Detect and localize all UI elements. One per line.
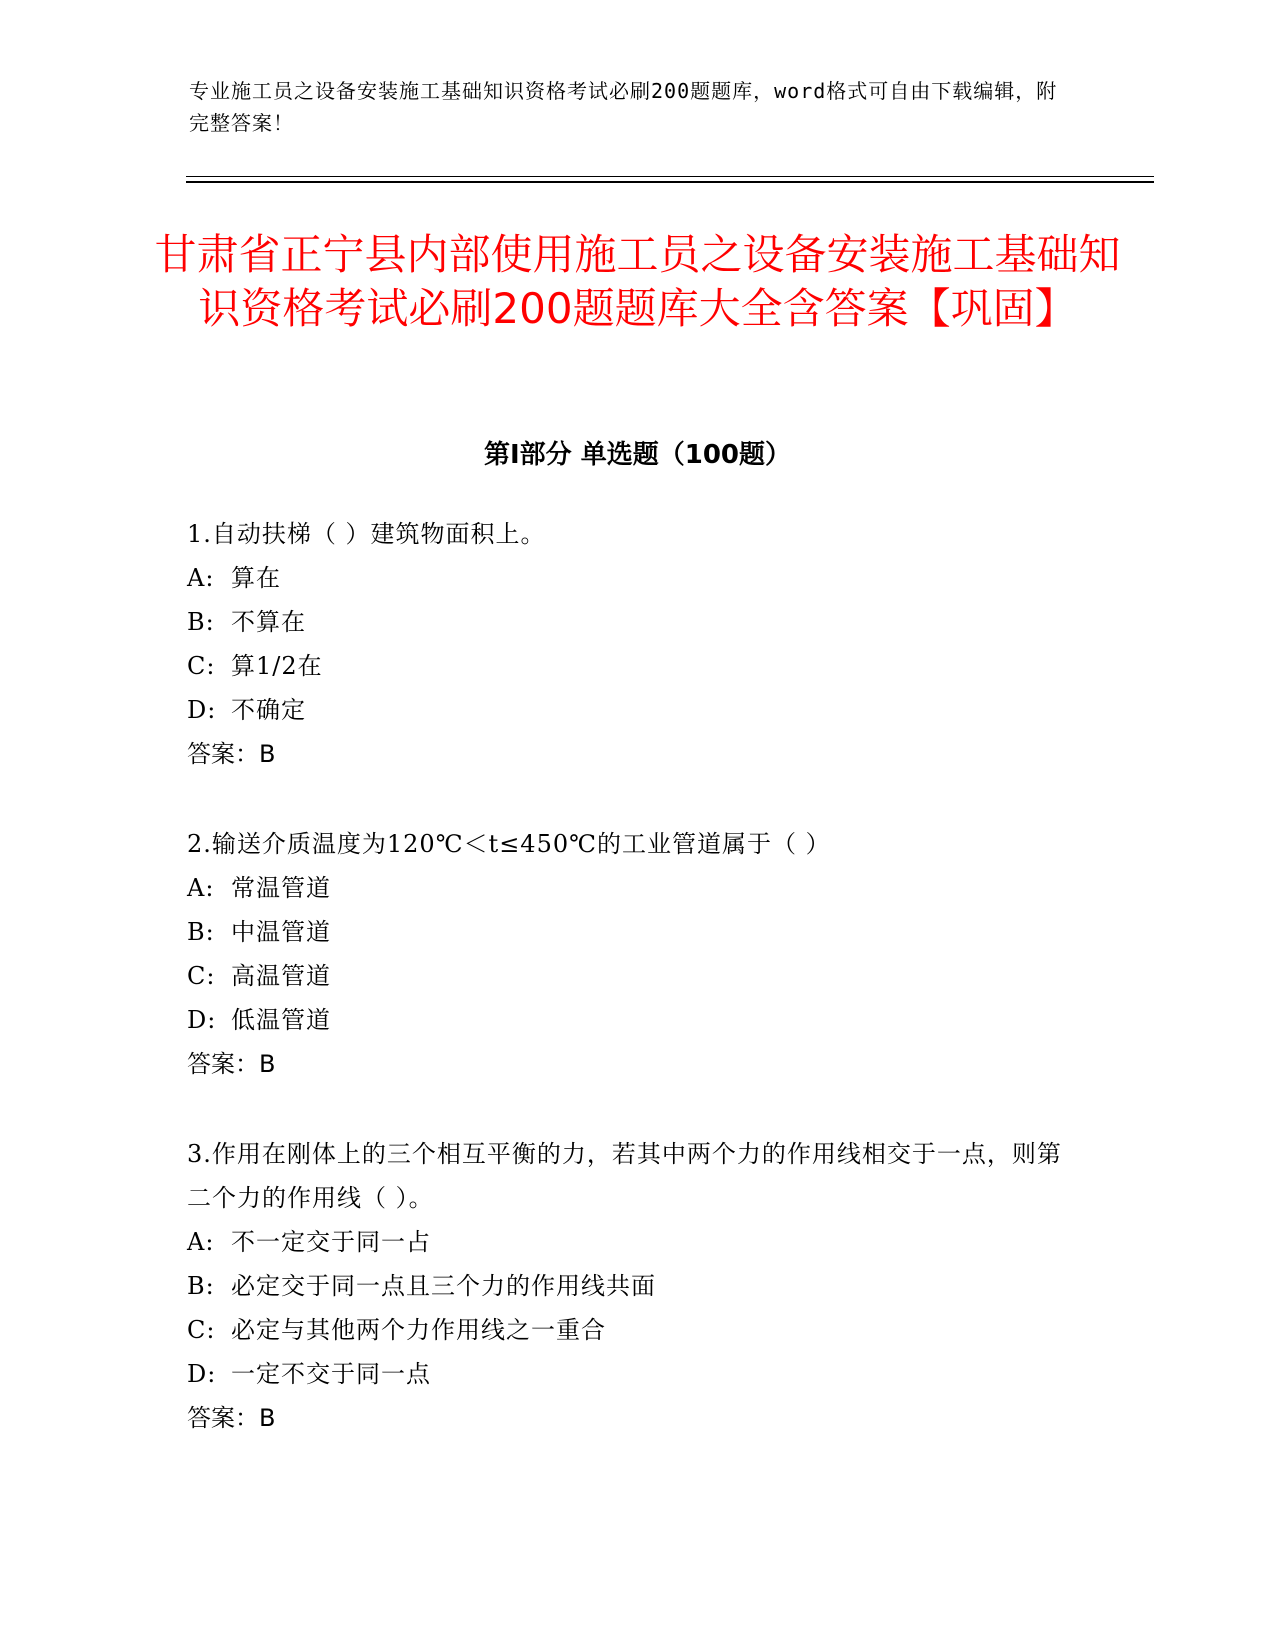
option-text: 算1/2在 xyxy=(231,652,323,680)
option-d xyxy=(187,998,331,1042)
header-divider-thin xyxy=(186,176,1154,177)
option-b xyxy=(187,600,306,644)
option-text: 必定与其他两个力作用线之一重合 xyxy=(231,1316,606,1344)
option-text: 不算在 xyxy=(231,608,306,636)
option-text: 一定不交于同一点 xyxy=(231,1360,431,1388)
option-text: 中温管道 xyxy=(231,918,331,946)
header-note: 专业施工员之设备安装施工基础知识资格考试必刷200题题库，word格式可自由下载编辑，附完整答案！ xyxy=(189,79,1058,135)
option-letter: D: xyxy=(187,696,217,724)
option-d xyxy=(187,1352,431,1396)
option-letter: C: xyxy=(187,1316,216,1344)
document-title: 甘肃省正宁县内部使用施工员之设备安装施工基础知识资格考试必刷200题题库大全含答案【巩固】 xyxy=(154,230,1121,333)
option-c xyxy=(187,644,323,688)
option-letter: B: xyxy=(187,1272,215,1300)
answer-value: B xyxy=(259,1404,276,1432)
option-text: 不确定 xyxy=(231,696,306,724)
question-stem: 2.输送介质温度为120℃＜t≤450℃的工业管道属于（ ） xyxy=(187,830,831,858)
answer-value: B xyxy=(259,740,276,768)
option-letter: D: xyxy=(187,1360,217,1388)
option-text: 必定交于同一点且三个力的作用线共面 xyxy=(231,1272,656,1300)
answer-line xyxy=(187,732,275,776)
option-b xyxy=(187,910,331,954)
option-a xyxy=(187,1220,431,1264)
option-a xyxy=(187,556,281,600)
answer-label: 答案： xyxy=(187,1404,259,1432)
option-text: 算在 xyxy=(231,564,281,592)
answer-label: 答案： xyxy=(187,740,259,768)
question-stem: 3.作用在刚体上的三个相互平衡的力，若其中两个力的作用线相交于一点，则第二个力的作用线（ ）。 xyxy=(187,1140,1062,1212)
option-b xyxy=(187,1264,656,1308)
option-c xyxy=(187,1308,606,1352)
answer-value: B xyxy=(259,1050,276,1078)
answer-line xyxy=(187,1396,275,1440)
option-d xyxy=(187,688,306,732)
option-text: 不一定交于同一占 xyxy=(231,1228,431,1256)
option-a xyxy=(187,866,331,910)
option-text: 低温管道 xyxy=(231,1006,331,1034)
option-letter: B: xyxy=(187,608,215,636)
option-letter: A: xyxy=(187,564,215,592)
option-letter: C: xyxy=(187,652,216,680)
answer-label: 答案： xyxy=(187,1050,259,1078)
option-letter: D: xyxy=(187,1006,217,1034)
option-letter: A: xyxy=(187,1228,215,1256)
answer-line xyxy=(187,1042,275,1086)
option-letter: C: xyxy=(187,962,216,990)
header-divider-thick xyxy=(186,181,1154,183)
option-text: 常温管道 xyxy=(231,874,331,902)
option-text: 高温管道 xyxy=(231,962,331,990)
option-letter: A: xyxy=(187,874,215,902)
option-letter: B: xyxy=(187,918,215,946)
option-c xyxy=(187,954,331,998)
section-heading: 第Ⅰ部分 单选题（100题） xyxy=(484,440,791,470)
question-stem: 1.自动扶梯（ ）建筑物面积上。 xyxy=(187,520,546,548)
